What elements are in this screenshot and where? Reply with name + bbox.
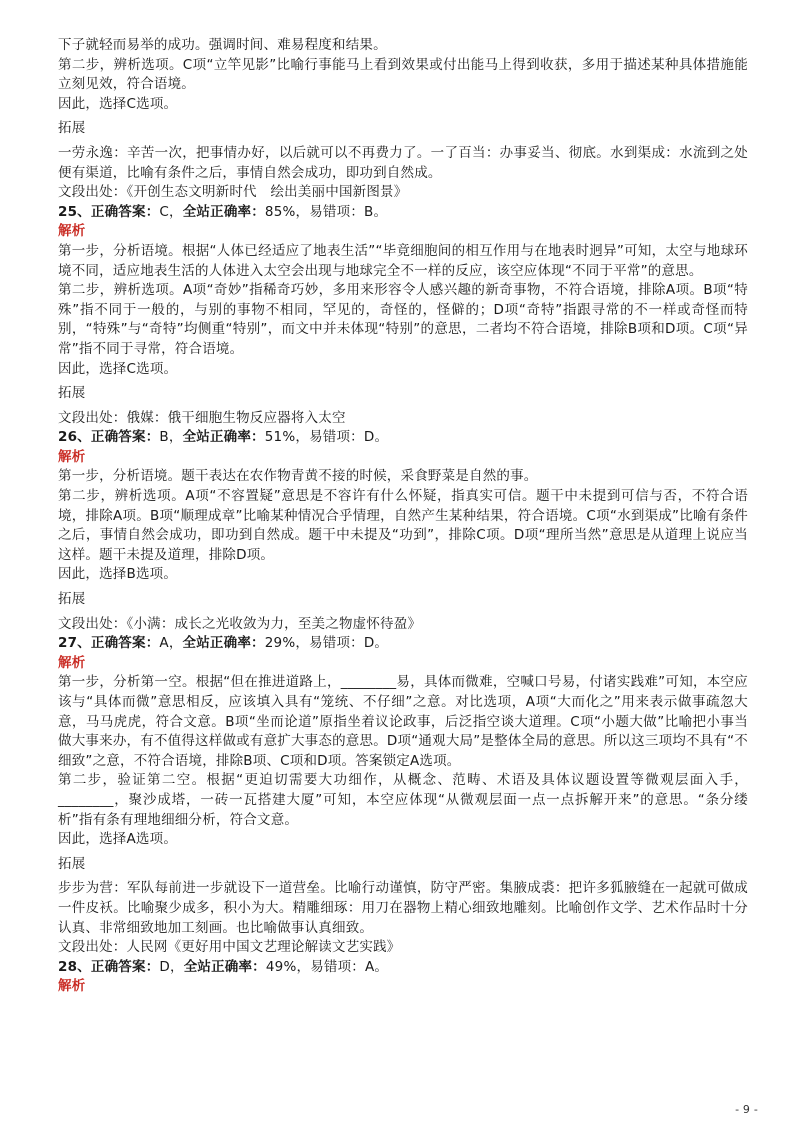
q27-answer-label: 正确答案： xyxy=(90,635,160,652)
q24-extension-heading: 拓展 xyxy=(58,120,86,137)
q25-answer-label: 正确答案： xyxy=(90,203,160,220)
q26-source: 文段出处：《小满：成长之光收敛为力，至美之物虚怀待盈》 xyxy=(58,615,422,632)
q26-conclusion: 因此，选择B选项。 xyxy=(58,566,178,583)
q26-answer-value: B， xyxy=(159,429,183,446)
page-content xyxy=(58,36,748,997)
q27-step2: 第二步，验证第二空。根据“更迫切需要大功细作，从概念、范畴、术语及具体议题设置等微观层面入手，________，聚沙成塔，一砖一瓦搭建大厦”可知，本空应体现“从微观层面一点一点拆解开来”的意思。“条分缕析”指有条有理地细细分析，符合文意。 xyxy=(58,772,748,828)
q27-extension-heading: 拓展 xyxy=(58,855,86,872)
q27-source: 文段出处：人民网《更好用中国文艺理论解读文艺实践》 xyxy=(58,939,401,956)
q25-number: 25、 xyxy=(58,203,91,220)
q25-analysis-heading: 解析 xyxy=(58,223,86,240)
q25-extension-heading: 拓展 xyxy=(58,385,86,402)
q27-number: 27、 xyxy=(58,635,91,652)
q28-answer-label: 正确答案： xyxy=(90,958,160,975)
q27-step1: 第一步，分析第一空。根据“但在推进道路上，________易，具体而微难，空喊口号易，付诸实践难”可知，本空应该与“具体而微”意思相反，应该填入具有“笼统、不仔细”之意。对比选项，A项“大而化之”用来表示做事疏忽大意，马马虎虎，符合文意。B项“坐而论道”原指坐着议论政事，后泛指空谈大道理。C项“小题大做”比喻把小事当做大事来办，有不值得这样做或有意扩大事态的意思。D项“通观大局”是整体全局的意思。所以这三项均不具有“不细致”之意，不符合语境，排除B项、C项和D项。答案锁定A选项。 xyxy=(58,674,748,769)
q25-source: 文段出处：俄媒：俄干细胞生物反应器将入太空 xyxy=(58,409,346,426)
q25-conclusion: 因此，选择C选项。 xyxy=(58,360,178,377)
page-number: - 9 - xyxy=(735,1103,758,1116)
q24-line: 下子就轻而易举的成功。强调时间、难易程度和结果。 xyxy=(58,37,387,53)
q24-source: 文段出处：《开创生态文明新时代 绘出美丽中国新图景》 xyxy=(58,184,408,201)
q28-analysis-heading: 解析 xyxy=(58,978,86,995)
q25-answer-value: C， xyxy=(159,203,183,220)
q28-rate-label: 全站正确率： xyxy=(183,958,266,975)
question-27 xyxy=(58,634,748,958)
q24-step2: 第二步，辨析选项。C项“立竿见影”比喻行事能马上看到效果或付出能马上得到收获，多用于描述某种具体措施能立刻见效，符合语境。 xyxy=(58,56,748,93)
q27-rate-value: 29%，易错项：D。 xyxy=(264,635,389,652)
q26-step2: 第二步，辨析选项。A项“不容置疑”意思是不容许有什么怀疑，指真实可信。题干中未提到可信与否，不符合语境，排除A项。B项“顺理成章”比喻某种情况合乎情理，自然产生某种结果，符合语境。C项“水到渠成”比喻有条件之后，事情自然会成功，即功到自然成。题干中未提及“功到”，排除C项。D项“理所当然”意思是从道理上说应当这样。题干未提及道理，排除D项。 xyxy=(58,488,748,563)
q26-step1: 第一步，分析语境。题干表达在农作物青黄不接的时候，采食野菜是自然的事。 xyxy=(58,468,538,485)
q28-number: 28、 xyxy=(58,958,91,975)
q28-answer-value: D， xyxy=(159,958,184,975)
q27-answer-value: A， xyxy=(159,635,183,652)
q26-rate-label: 全站正确率： xyxy=(182,429,265,446)
q24-extension: 一劳永逸：辛苦一次，把事情办好，以后就可以不再费力了。一了百当：办事妥当、彻底。水到渠成：水流到之处便有渠道，比喻有条件之后，事情自然会成功，即功到自然成。 xyxy=(58,144,748,181)
question-24-tail xyxy=(58,36,748,203)
q26-answer-line xyxy=(58,428,748,448)
q27-rate-label: 全站正确率： xyxy=(182,635,265,652)
q24-conclusion: 因此，选择C选项。 xyxy=(58,95,178,112)
question-26 xyxy=(58,428,748,634)
q27-analysis-heading: 解析 xyxy=(58,654,86,671)
q26-analysis-heading: 解析 xyxy=(58,448,86,465)
q26-answer-label: 正确答案： xyxy=(90,429,160,446)
question-25 xyxy=(58,203,748,429)
q26-rate-value: 51%，易错项：D。 xyxy=(264,429,389,446)
question-28 xyxy=(58,958,748,997)
q27-conclusion: 因此，选择A选项。 xyxy=(58,831,178,848)
q25-rate-label: 全站正确率： xyxy=(182,203,265,220)
q27-extension: 步步为营：军队每前进一步就设下一道营垒。比喻行动谨慎，防守严密。集腋成裘：把许多狐腋缝在一起就可做成一件皮袄。比喻聚少成多，积小为大。精雕细琢：用刀在器物上精心细致地雕刻。比喻创作文学、艺术作品时十分认真、非常细致地加工刻画。也比喻做事认真细致。 xyxy=(58,880,748,936)
q25-step1: 第一步，分析语境。根据“人体已经适应了地表生活”“毕竟细胞间的相互作用与在地表时迥异”可知，太空与地球环境不同，适应地表生活的人体进入太空会出现与地球完全不一样的反应，该空应体现“不同于平常”的意思。 xyxy=(58,242,748,279)
q28-answer-line xyxy=(58,958,748,978)
q26-number: 26、 xyxy=(58,429,91,446)
q25-rate-value: 85%，易错项：B。 xyxy=(264,203,388,220)
q27-answer-line xyxy=(58,634,748,654)
q28-rate-value: 49%，易错项：A。 xyxy=(265,958,389,975)
q25-step2: 第二步，辨析选项。A项“奇妙”指稀奇巧妙，多用来形容令人感兴趣的新奇事物，不符合语境，排除A项。B项“特殊”指不同于一般的，与别的事物不相同，罕见的，奇怪的，怪僻的；D项“奇特”指跟寻常的不一样或奇怪而特别，“特殊”与“奇特”均侧重“特别”，而文中并未体现“特别”的意思，二者均不符合语境，排除B项和D项。C项“异常”指不同于寻常，符合语境。 xyxy=(58,282,748,357)
q25-answer-line xyxy=(58,203,748,223)
q26-extension-heading: 拓展 xyxy=(58,591,86,608)
